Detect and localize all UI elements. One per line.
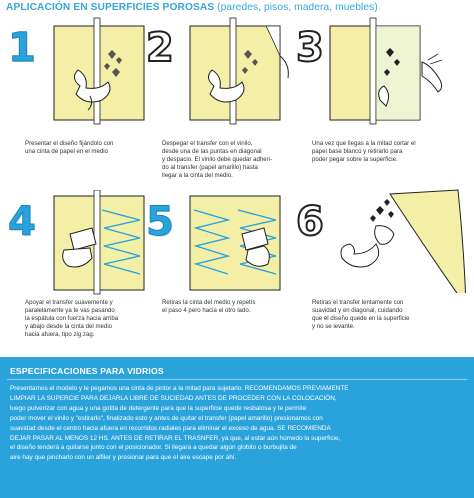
spec-line: luego pulverizar con agua y una gotita de detergente para que la superficie quede resbalosa y te permite	[10, 404, 307, 412]
step-caption: Apoyar el transfer suavemente y paralelamente ya te vas pasando la espátula con fuerza hacia arriba y abajo desde la cinta del medio hacia afuera, tipo zig zag.	[25, 299, 119, 339]
step-5	[140, 188, 298, 358]
spec-line: LIMPIAR LA SUPERCIE PARA DEJARLA LIBRE DE SUCIEDAD ANTES DE PROCEDER CON LA COLOCACIÓN,	[10, 394, 337, 402]
spec-line: el diseño tenderá a quitarse junto con el posicionador. Si llegara a quedar algún globito o burbujita de	[10, 444, 297, 452]
step-2	[140, 16, 298, 191]
spec-line: DEJAR PASAR AL MENOS 12 HS. ANTES DE RETIRAR EL TRASNFER, ya que, al estar aún húmedo la superficie,	[10, 434, 341, 442]
step-number: 5	[146, 199, 174, 245]
step-caption: Presentar el diseño fijándolo con una cinta de papel en el medio	[25, 140, 114, 156]
step-number: 6	[296, 199, 324, 245]
step-number: 1	[8, 25, 36, 71]
spec-body	[10, 384, 466, 463]
step-4-illustration	[50, 190, 150, 295]
step-6-illustration	[332, 188, 472, 293]
header-subtitle: (paredes, pisos, madera, muebles)	[217, 2, 378, 13]
glass-specifications-panel	[0, 357, 474, 498]
step-number: 3	[296, 25, 324, 71]
header-title: APLICACIÓN EN SUPERFICIES POROSAS	[6, 2, 215, 13]
step-caption: Retiras la cinta del medio y repetís el paso 4 pero hacia el otro lado.	[162, 299, 256, 315]
spec-line: aire hay que pincharlo con un alfiler y presionar para que el aire escape por ahí.	[10, 454, 237, 462]
step-3	[292, 16, 474, 191]
spec-line: poder mover el vinilo y "estirarlo", finalizado esto y antes de quitar el transfer (papel amarillo) presionamos con	[10, 414, 323, 422]
step-2-illustration	[184, 16, 294, 126]
step-caption: Una vez que llegas a la mitad cortar el papel base blanco y retirarlo para poder pegar sobre la superficie.	[312, 140, 416, 164]
step-caption: Despegar el transfer con el vinilo, desde una de las puntas en diagonal y despacio. El vinilo debe quedar adheri- do al transfer (papel amarillo) hasta llegar a la cinta del medio.	[162, 140, 273, 180]
step-number: 2	[146, 25, 174, 71]
step-1	[0, 16, 158, 191]
step-6	[292, 188, 474, 358]
step-number: 4	[8, 199, 36, 245]
step-caption: Retiras el transfer lentamente con suavidad y en diagonal, cuidando que el diseño quede en la superficie y no se levante.	[312, 299, 410, 331]
page-header	[6, 2, 468, 13]
step-5-illustration	[184, 190, 290, 295]
spec-title: ESPECIFICACIONES PARA VIDRIOS	[10, 366, 164, 376]
spec-line: Presentamos el modelo y le pegamos una cinta de pintor a la mitad para sujetarlo. RECOMENDAMOS PREVIAMENTE	[10, 385, 349, 392]
step-3-illustration	[324, 16, 454, 126]
step-4	[0, 188, 158, 358]
spec-divider	[7, 379, 467, 380]
spec-line: suavidad desde el centro hacia afuera en recorridos radiales para eliminar el exceso de agua. SE RECOMIENDA	[10, 424, 331, 432]
step-1-illustration	[50, 16, 150, 126]
